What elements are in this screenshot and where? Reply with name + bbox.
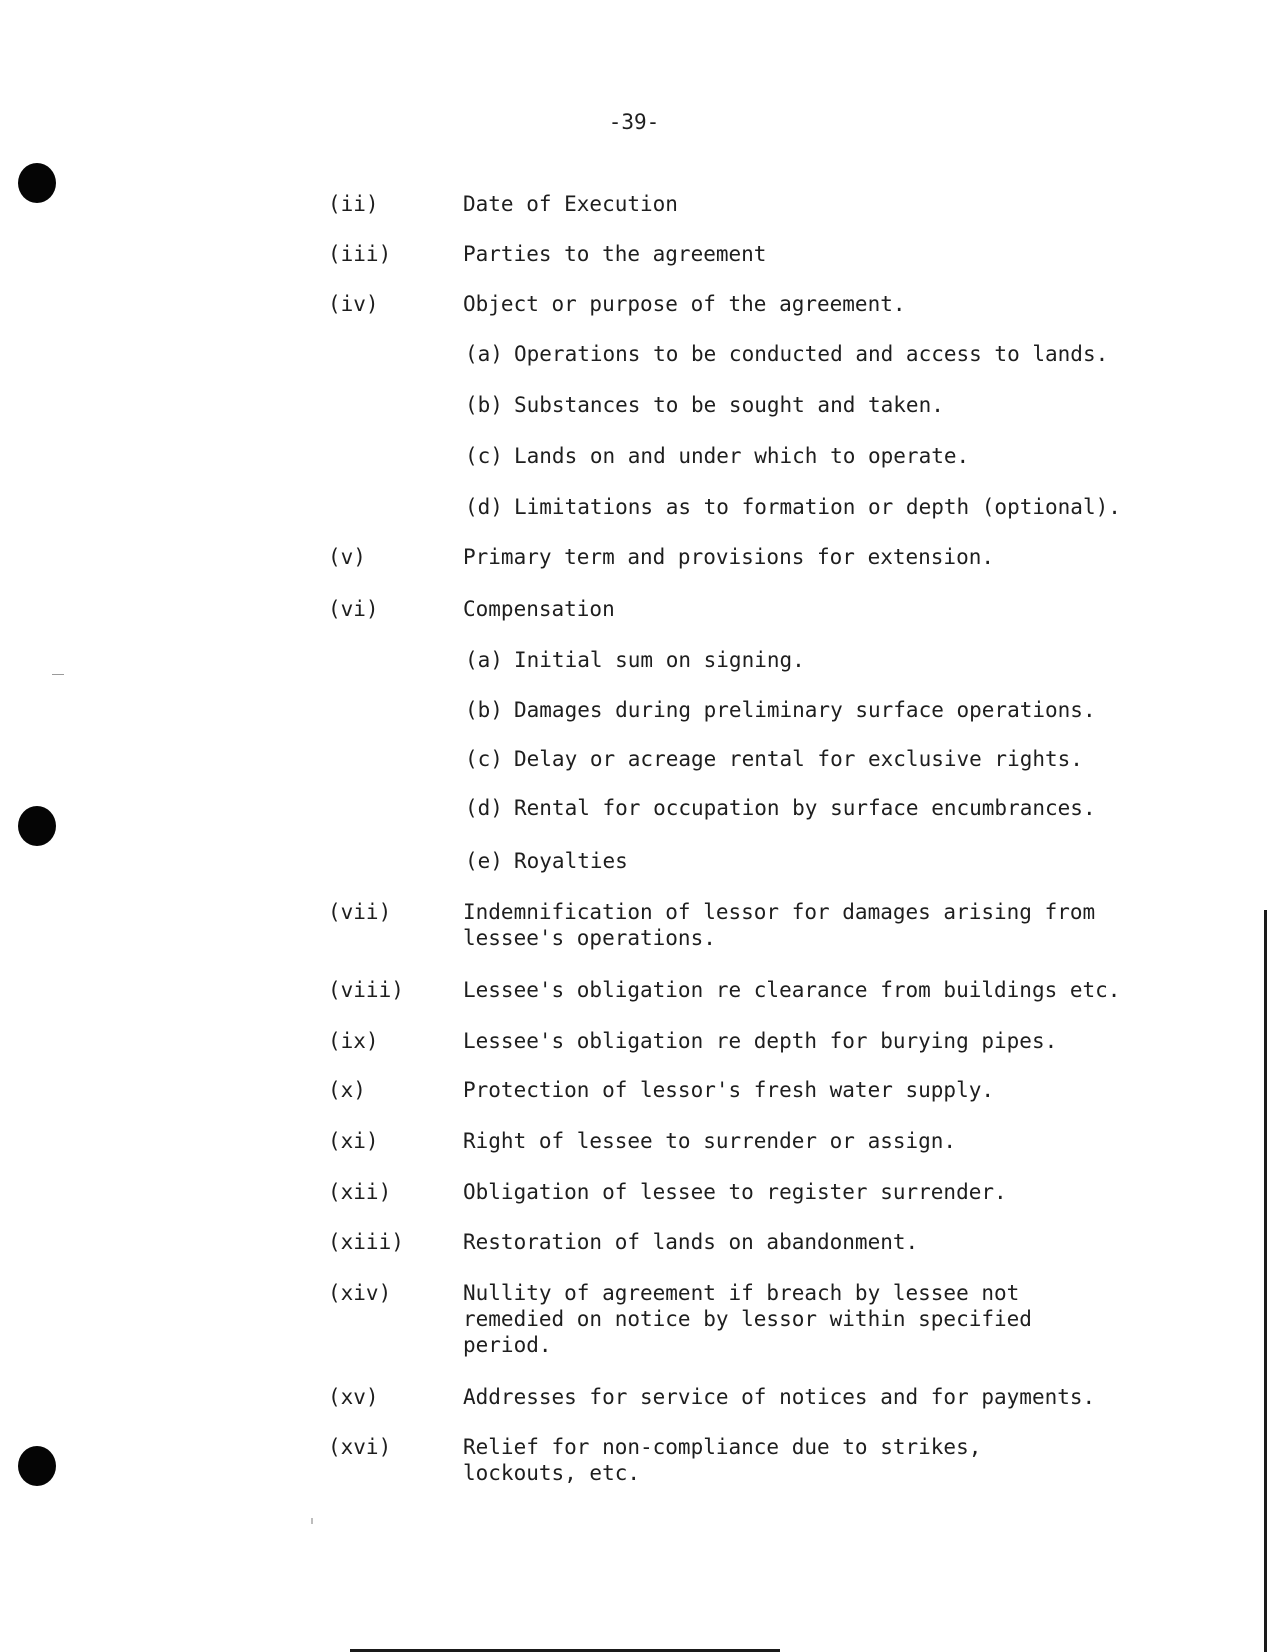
punch-hole: [18, 806, 56, 846]
page-number: -39-: [608, 110, 660, 134]
item-number: (xvi): [328, 1435, 392, 1459]
scan-edge-line: [1264, 910, 1267, 1652]
sub-item-label: (d): [465, 495, 503, 519]
item-text: Addresses for service of notices and for payments.: [463, 1385, 1096, 1409]
item-number: (iii): [328, 242, 392, 266]
item-number: (xiii): [328, 1230, 404, 1254]
sub-item-label: (e): [465, 849, 503, 873]
sub-item-label: (a): [465, 342, 503, 366]
item-number: (x): [328, 1078, 366, 1102]
punch-hole: [18, 1446, 56, 1486]
item-text: Relief for non-compliance due to strikes, lockouts, etc.: [463, 1435, 982, 1485]
item-text: Parties to the agreement: [463, 242, 767, 266]
item-number: (ix): [328, 1029, 379, 1053]
sub-item-text: Rental for occupation by surface encumbrances.: [514, 796, 1096, 820]
sub-item-label: (c): [465, 444, 503, 468]
item-text: Obligation of lessee to register surrender.: [463, 1180, 1007, 1204]
sub-item-text: Initial sum on signing.: [514, 648, 805, 672]
sub-item-text: Operations to be conducted and access to lands.: [514, 342, 1109, 366]
item-number: (viii): [328, 978, 404, 1002]
sub-item-text: Lands on and under which to operate.: [514, 444, 970, 468]
sub-item-text: Substances to be sought and taken.: [514, 393, 944, 417]
sub-item-label: (b): [465, 393, 503, 417]
scan-speck: [311, 1518, 313, 1524]
item-number: (iv): [328, 292, 379, 316]
sub-item-label: (d): [465, 796, 503, 820]
item-number: (xii): [328, 1180, 392, 1204]
punch-hole: [18, 163, 56, 203]
item-text: Lessee's obligation re clearance from buildings etc.: [463, 978, 1121, 1002]
item-number: (vii): [328, 900, 392, 924]
item-text: Object or purpose of the agreement.: [463, 292, 906, 316]
item-text: Restoration of lands on abandonment.: [463, 1230, 919, 1254]
item-text: Compensation: [463, 597, 615, 621]
sub-item-text: Limitations as to formation or depth (optional).: [514, 495, 1121, 519]
sub-item-text: Damages during preliminary surface operations.: [514, 698, 1096, 722]
item-number: (xiv): [328, 1281, 392, 1305]
item-number: (xi): [328, 1129, 379, 1153]
item-number: (xv): [328, 1385, 379, 1409]
item-text: Date of Execution: [463, 192, 678, 216]
sub-item-label: (c): [465, 747, 503, 771]
item-number: (ii): [328, 192, 379, 216]
item-text: Lessee's obligation re depth for burying pipes.: [463, 1029, 1058, 1053]
item-text: Primary term and provisions for extension.: [463, 545, 995, 569]
sub-item-label: (b): [465, 698, 503, 722]
sub-item-label: (a): [465, 648, 503, 672]
item-text: Right of lessee to surrender or assign.: [463, 1129, 957, 1153]
item-text: Indemnification of lessor for damages arising from lessee's operations.: [463, 900, 1096, 950]
item-text: Protection of lessor's fresh water supply.: [463, 1078, 995, 1102]
item-number: (vi): [328, 597, 379, 621]
sub-item-text: Delay or acreage rental for exclusive rights.: [514, 747, 1083, 771]
sub-item-text: Royalties: [514, 849, 628, 873]
item-number: (v): [328, 545, 366, 569]
scan-speck: [52, 674, 64, 675]
item-text: Nullity of agreement if breach by lessee not remedied on notice by lessor within specified period.: [463, 1281, 1032, 1357]
